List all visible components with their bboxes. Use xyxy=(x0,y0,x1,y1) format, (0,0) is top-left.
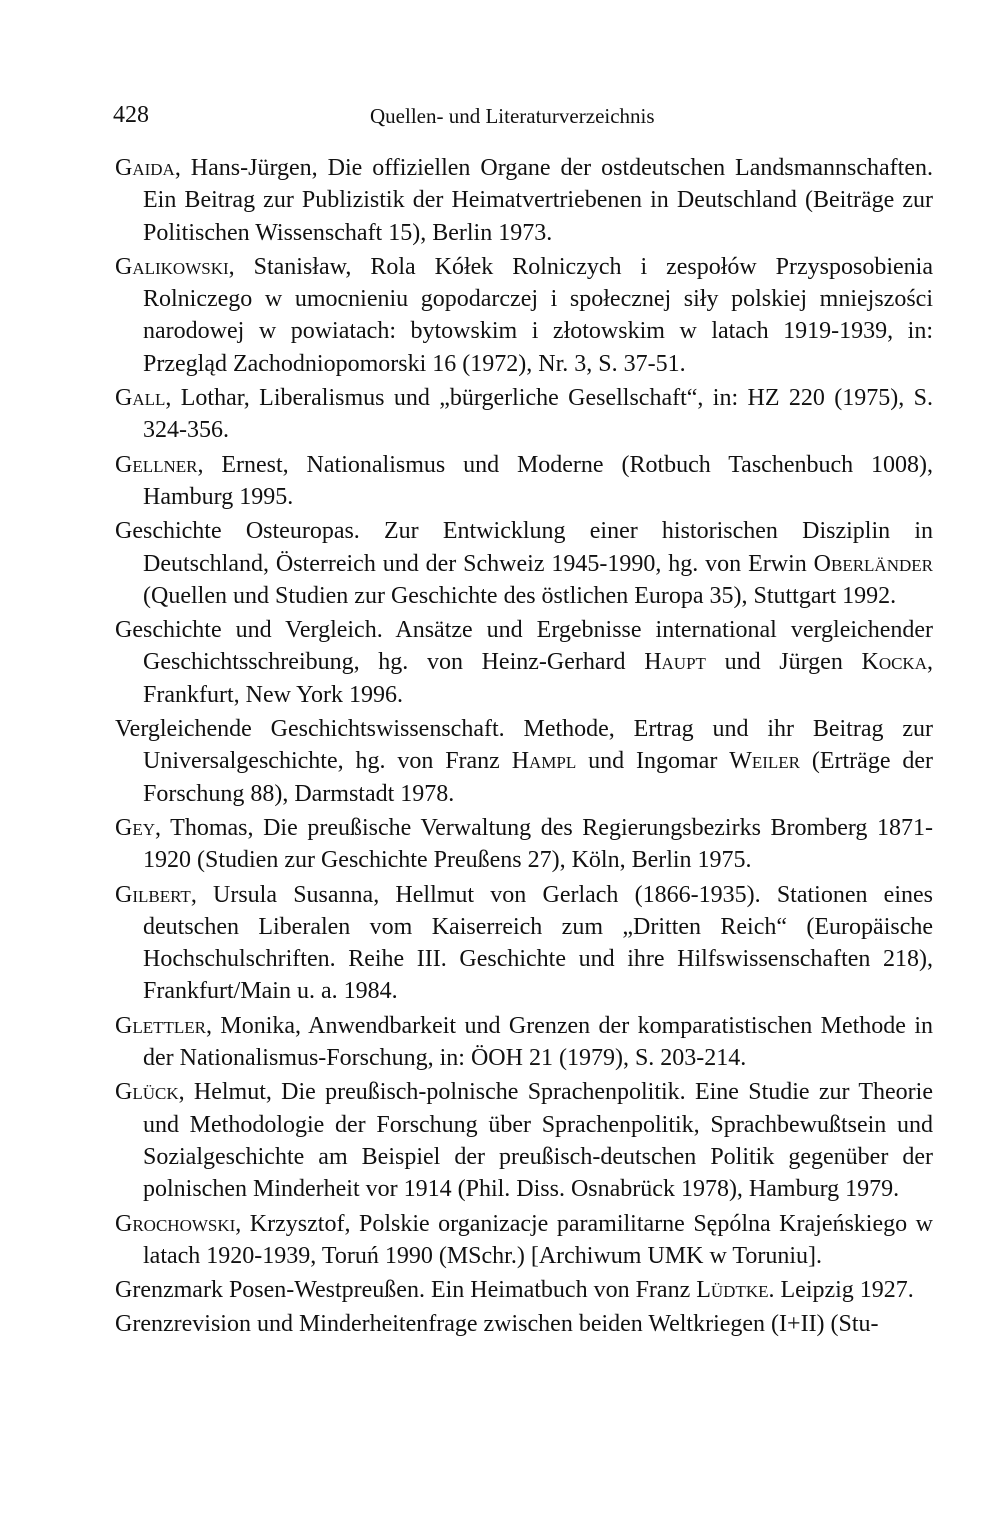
entry-author: Grochowski xyxy=(115,1210,236,1237)
entry-text: , Hans-Jürgen, Die offiziellen Organe der ostdeutschen Landsmannschaften. Ein Beitrag zur Publizistik der Heimatvertriebenen in Deutschland (Beiträge zur Politischen Wissenschaft 15), Berlin 1973. xyxy=(143,155,933,246)
bibliography-entry-glueck xyxy=(115,1076,933,1205)
entry-text: Vergleichende Geschichtswissenschaft. Methode, Ertrag und ihr Beitrag zur Universalgeschichte, hg. von Franz xyxy=(115,716,933,775)
bibliography-list xyxy=(115,152,933,1343)
bibliography-entry-vergleichende-geschichtswissenschaft xyxy=(115,713,933,810)
entry-text: und Ingomar xyxy=(576,748,730,775)
entry-editor-name: Lüdtke xyxy=(696,1277,769,1304)
entry-text: , Thomas, Die preußische Verwaltung des Regierungsbezirks Bromberg 1871-1920 (Studien zur Geschichte Preußens 27), Köln, Berlin 1975. xyxy=(143,814,933,874)
bibliography-entry-glettler xyxy=(115,1010,933,1075)
page-header xyxy=(0,96,1000,136)
entry-text: , Ernest, Nationalismus und Moderne (Rotbuch Taschenbuch 1008), Hamburg 1995. xyxy=(143,451,933,510)
entry-editor-name: Haupt xyxy=(644,649,706,676)
entry-text: , Frankfurt, New York 1996. xyxy=(143,649,933,708)
entry-editor-name: Weiler xyxy=(729,748,800,775)
entry-author: Glettler xyxy=(115,1012,206,1039)
entry-text: (Quellen und Studien zur Geschichte des östlichen Europa 35), Stuttgart 1992. xyxy=(143,582,897,609)
entry-text: Grenzrevision und Minderheitenfrage zwischen beiden Weltkriegen (I+II) (Stu- xyxy=(115,1311,879,1338)
bibliography-entry-grochowski xyxy=(115,1208,933,1273)
bibliography-entry-galikowski xyxy=(115,251,933,380)
entry-text: , Ursula Susanna, Hellmut von Gerlach (1866-1935). Stationen eines deutschen Liberalen vom Kaiserreich zum „Dritten Reich“ (Europäische Hochschulschriften. Reihe III. Geschichte und ihre Hilfswissenschaften 218), Frankfurt/Main u. a. 1984. xyxy=(143,881,933,1005)
entry-author: Glück xyxy=(115,1079,179,1106)
bibliography-entry-geschichte-und-vergleich xyxy=(115,614,933,711)
entry-text: , Helmut, Die preußisch-polnische Sprachenpolitik. Eine Studie zur Theorie und Methodologie der Forschung über Sprachenpolitik, Sprachbewußtsein und Sozialgeschichte am Beispiel der preußisch-deutschen Politik gegenüber der polnischen Minderheit vor 1914 (Phil. Diss. Osnabrück 1978), Hamburg 1979. xyxy=(143,1079,933,1203)
bibliography-entry-grenzmark xyxy=(115,1274,933,1306)
bibliography-entry-gellner xyxy=(115,449,933,514)
entry-text: Grenzmark Posen-Westpreußen. Ein Heimatbuch von Franz xyxy=(115,1277,697,1304)
entry-author: Gaida xyxy=(115,155,175,181)
entry-text: , Lothar, Liberalismus und „bürgerliche Gesellschaft“, in: HZ 220 (1975), S. 324-356. xyxy=(143,385,933,444)
bibliography-entry-geschichte-osteuropas xyxy=(115,515,933,612)
entry-author: Gey xyxy=(115,814,155,841)
page-number: 428 xyxy=(113,102,149,128)
entry-text: Geschichte Osteuropas. Zur Entwicklung einer historischen Disziplin in Deutschland, Österreich und der Schweiz 1945-1990, hg. von Erwin xyxy=(115,518,933,577)
entry-editor-name: Kocka xyxy=(861,649,927,676)
entry-text: . Leipzig 1927. xyxy=(768,1277,914,1304)
bibliography-entry-gilbert xyxy=(115,879,933,1008)
bibliography-entry-grenzrevision xyxy=(115,1308,933,1340)
entry-text: Geschichte und Vergleich. Ansätze und Ergebnisse international vergleichender Geschichtsschreibung, hg. von Heinz-Gerhard xyxy=(115,617,933,676)
entry-author: Gellner xyxy=(115,451,198,478)
entry-author: Gilbert xyxy=(115,881,191,908)
entry-text: und Jürgen xyxy=(705,649,862,676)
entry-author: Galikowski xyxy=(115,253,229,280)
bibliography-entry-gall xyxy=(115,382,933,447)
bibliography-entry-gey xyxy=(115,812,933,877)
entry-editor-name: Hampl xyxy=(511,748,577,775)
entry-editor-name: Oberländer xyxy=(813,550,933,577)
entry-text: , Krzysztof, Polskie organizacje paramilitarne Sępólna Krajeńskiego w latach 1920-1939, Toruń 1990 (MSchr.) [Archiwum UMK w Toruniu]. xyxy=(143,1210,933,1269)
bibliography-entry-gaida xyxy=(115,152,933,249)
running-title: Quellen- und Literaturverzeichnis xyxy=(370,104,655,128)
entry-author: Gall xyxy=(115,385,166,412)
entry-text: (Erträge der Forschung 88), Darmstadt 1978. xyxy=(143,748,933,807)
entry-text: , Stanisław, Rola Kółek Rolniczych i zespołów Przysposobienia Rolniczego w umocnieniu gopodarczej i społecznej siły polskiej mniejszości narodowej w powiatach: bytowskim i złotowskim w latach 1919-1939, in: Przegląd Zachodniopomorski 16 (1972), Nr. 3, S. 37-51. xyxy=(143,253,933,377)
entry-text: , Monika, Anwendbarkeit und Grenzen der komparatistischen Methode in der Nationalismus-Forschung, in: ÖOH 21 (1979), S. 203-214. xyxy=(143,1012,933,1072)
